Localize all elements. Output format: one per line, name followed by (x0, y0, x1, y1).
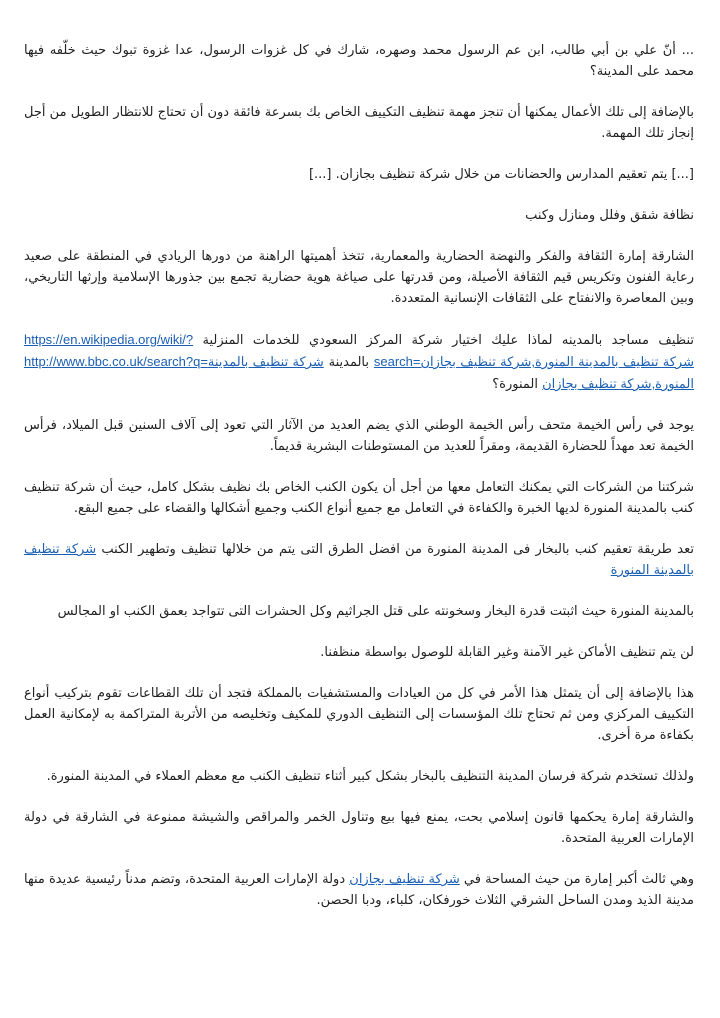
paragraph-sharjah-law: والشارقة إمارة يحكمها قانون إسلامي بحت، يمنع فيها بيع وتناول الخمر والمراقص والشيشة ممنوعة في الشارقة في دولة الإمارات العربية المتحدة. (24, 810, 694, 846)
jazan-cleaning-company-link[interactable]: شركة تنظيف بجازان (349, 872, 460, 887)
paragraph-clinics-ac: هذا بالإضافة إلى أن يتمثل هذا الأمر في كل من العيادات والمستشفيات بالمملكة فتجد أن تلك القطاعات تقوم بتركيب أنواع التكييف المركزي ومن ثم تحتاج تلك المؤسسات إلى التنظيف الدوري للمكيف وتخليصه من الأتربة المتراكمة به لإمكانية العمل بكفاءة مرة أخرى. (24, 686, 694, 743)
mosque-text-before: تنظيف مساجد بالمدينه لماذا عليك اختيار شركة المركز السعودي للخدمات المنزلية (202, 333, 694, 348)
paragraph-steam-germs: بالمدينة المنورة حيث اثبتت قدرة البخار وسخونته على قتل الجراثيم وكل الحشرات التى تتواجد بعمق الكنب او المجالس (57, 604, 694, 619)
mosque-text-middle: بالمدينة (328, 355, 370, 370)
paragraph-mosque-cleaning (24, 329, 694, 395)
paragraph-cleaning-heading: نظافة شقق وفلل ومنازل وكنب (525, 208, 694, 223)
paragraph-unsafe-places: لن يتم تنظيف الأماكن غير الآمنة وغير القابلة للوصول بواسطة منظفنا. (320, 645, 694, 660)
paragraph-sharjah-culture: الشارقة إمارة الثقافة والفكر والنهضة الحضارية والمعمارية، تتخذ أهميتها الراهنة من دورها الريادي في المنطقة على صعيد رعاية الفنون وتكريس قيم الثقافة الأصيلة، ومن قدرتها على صياغة هوية حضارية تجمع بين جذورها الإسلامية وإرثها التاريخي، وبين المعاصرة والانفتاح على الثقافات الإنسانية المتعددة. (24, 249, 694, 306)
bbc-search-link[interactable]: http://www.bbc.co.uk/search?q=شركة تنظيف بالمدينة المنورة,شركة تنظيف بجازان (24, 354, 694, 391)
sharjah-text-after: دولة الإمارات العربية المتحدة، وتضم مدناً رئيسية عديدة منها مدينة الذيد ومدن الساحل الشرقي الثلاث خورفكان، كلباء، ودبا الحصن. (24, 872, 694, 908)
paragraph-school-sterilization: [...] يتم تعقيم المدارس والحضانات من خلال شركة تنظيف بجازان. [...] (308, 167, 694, 182)
paragraph-forsan-steam: ولذلك تستخدم شركة فرسان المدينة التنظيف بالبخار بشكل كبير أثناء تنظيف الكنب مع معظم العملاء في المدينة المنورة. (46, 769, 694, 784)
paragraph-ac-cleaning: بالإضافة إلى تلك الأعمال يمكنها أن تنجز مهمة تنظيف التكييف الخاص بك بسرعة فائقة دون أن تحتاج للانتظار الطويل من أجل إنجاز تلك المهمة. (24, 105, 694, 141)
wikipedia-search-link[interactable]: https://en.wikipedia.org/wiki/?search=شركة تنظيف بالمدينة المنورة,شركة تنظيف بجازان (24, 332, 694, 369)
sharjah-text-before: وهي ثالث أكبر إمارة من حيث المساحة في (463, 872, 694, 887)
medina-cleaning-company-link[interactable]: شركة تنظيف بالمدينة المنورة (24, 542, 694, 578)
paragraph-steam-sterilization (24, 539, 694, 581)
paragraph-ras-al-khaimah-museum: يوجد في رأس الخيمة متحف رأس الخيمة الوطني الذي يضم العديد من الآثار التي تعود إلى آلاف السنين قبل الميلاد، فرأس الخيمة تعد مهداً للحضارة القديمة، ومقراً للعديد من المستوطنات البشرية قديماً. (24, 418, 694, 454)
steam-text-before: تعد طريقة تعقيم كنب بالبخار فى المدينة المنورة من افضل الطرق التى يتم من خلالها تنظيف وتطهير الكنب (101, 542, 694, 557)
paragraph-sofa-cleaning-company: شركتنا من الشركات التي يمكنك التعامل معها من أجل أن يكون الكنب الخاص بك نظيف بشكل كامل، حيث أن شركة تنظيف كنب بالمدينة المنورة لديها الخبرة والكفاءة في التعامل مع جميع أنواع الكنب وجميع أشكالها والقضاء على جميع البقع. (24, 480, 694, 516)
mosque-text-after: المنورة؟ (492, 377, 538, 392)
paragraph-ali-bin-abi-talib: ... أنّ علي بن أبي طالب، ابن عم الرسول محمد وصهره، شارك في كل غزوات الرسول، عدا غزوة تبوك حيث خلّفه فيها محمد على المدينة؟ (24, 43, 694, 79)
paragraph-sharjah-area (24, 869, 694, 911)
